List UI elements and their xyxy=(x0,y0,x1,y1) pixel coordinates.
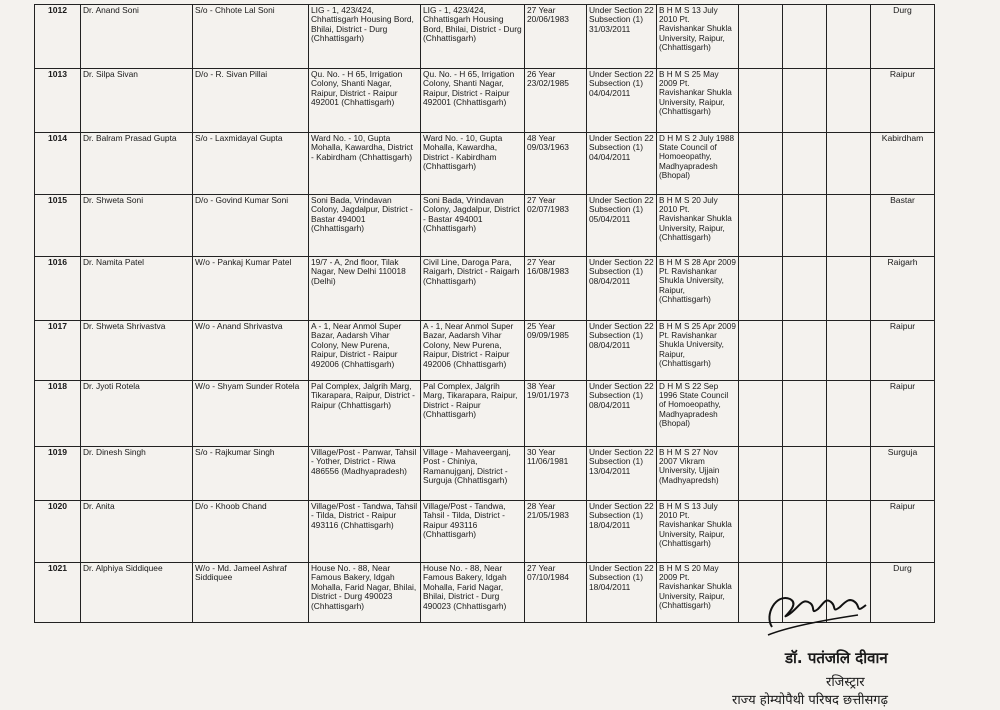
district: Raigarh xyxy=(871,257,935,321)
blank-cell xyxy=(783,195,827,257)
registration-number: 1016 xyxy=(35,257,81,321)
qualification: B H M S 13 July 2010 Pt. Ravishankar Shukla University, Raipur, (Chhattisgarh) xyxy=(657,5,739,69)
table-row xyxy=(35,257,935,321)
permanent-address: Village/Post - Tandwa, Tahsil - Tilda, District - Raipur 493116 (Chhattisgarh) xyxy=(421,501,525,563)
registration-section: Under Section 22 Subsection (1) 04/04/2011 xyxy=(587,69,657,133)
permanent-address: Village - Mahaveerganj, Post - Chiniya, Ramanujganj, District - Surguja (Chhattisgarh) xyxy=(421,447,525,501)
blank-cell xyxy=(739,69,783,133)
present-address: Soni Bada, Vrindavan Colony, Jagdalpur, District - Bastar 494001 (Chhattisgarh) xyxy=(309,195,421,257)
qualification: B H M S 28 Apr 2009 Pt. Ravishankar Shukla University, Raipur, (Chhattisgarh) xyxy=(657,257,739,321)
blank-cell xyxy=(739,501,783,563)
district: Raipur xyxy=(871,501,935,563)
permanent-address: Qu. No. - H 65, Irrigation Colony, Shanti Nagar, Raipur, District - Raipur 492001 (Chhattisgarh) xyxy=(421,69,525,133)
age-dob: 30 Year 11/06/1981 xyxy=(525,447,587,501)
permanent-address: Pal Complex, Jalgrih Marg, Tikarapara, Raipur, District - Raipur (Chhattisgarh) xyxy=(421,381,525,447)
relation: S/o - Chhote Lal Soni xyxy=(193,5,309,69)
blank-cell xyxy=(827,195,871,257)
permanent-address: LIG - 1, 423/424, Chhattisgarh Housing Bord, Bhilai, District - Durg (Chhattisgarh) xyxy=(421,5,525,69)
registration-section: Under Section 22 Subsection (1) 18/04/2011 xyxy=(587,501,657,563)
age-dob: 38 Year 19/01/1973 xyxy=(525,381,587,447)
blank-cell xyxy=(827,5,871,69)
relation: W/o - Anand Shrivastva xyxy=(193,321,309,381)
blank-cell xyxy=(827,381,871,447)
registrar-signature xyxy=(758,575,878,645)
blank-cell xyxy=(739,257,783,321)
relation: D/o - Khoob Chand xyxy=(193,501,309,563)
registration-number: 1012 xyxy=(35,5,81,69)
registration-section: Under Section 22 Subsection (1) 08/04/2011 xyxy=(587,257,657,321)
present-address: Pal Complex, Jalgrih Marg, Tikarapara, Raipur, District - Raipur (Chhattisgarh) xyxy=(309,381,421,447)
district: Raipur xyxy=(871,69,935,133)
present-address: LIG - 1, 423/424, Chhattisgarh Housing Bord, Bhilai, District - Durg (Chhattisgarh) xyxy=(309,5,421,69)
relation: W/o - Pankaj Kumar Patel xyxy=(193,257,309,321)
qualification: B H M S 13 July 2010 Pt. Ravishankar Shukla University, Raipur, (Chhattisgarh) xyxy=(657,501,739,563)
permanent-address: Ward No. - 10, Gupta Mohalla, Kawardha, District - Kabirdham (Chhattisgarh) xyxy=(421,133,525,195)
district: Surguja xyxy=(871,447,935,501)
registration-section: Under Section 22 Subsection (1) 04/04/2011 xyxy=(587,133,657,195)
registration-section: Under Section 22 Subsection (1) 18/04/2011 xyxy=(587,563,657,623)
age-dob: 27 Year 07/10/1984 xyxy=(525,563,587,623)
practitioner-name: Dr. Anand Soni xyxy=(81,5,193,69)
blank-cell xyxy=(827,321,871,381)
age-dob: 27 Year 02/07/1983 xyxy=(525,195,587,257)
registration-number: 1021 xyxy=(35,563,81,623)
table-row xyxy=(35,69,935,133)
blank-cell xyxy=(783,501,827,563)
registration-number: 1018 xyxy=(35,381,81,447)
blank-cell xyxy=(783,447,827,501)
table-row xyxy=(35,133,935,195)
practitioner-name: Dr. Dinesh Singh xyxy=(81,447,193,501)
registration-section: Under Section 22 Subsection (1) 31/03/2011 xyxy=(587,5,657,69)
permanent-address: Civil Line, Daroga Para, Raigarh, District - Raigarh (Chhattisgarh) xyxy=(421,257,525,321)
table-row xyxy=(35,195,935,257)
present-address: Qu. No. - H 65, Irrigation Colony, Shanti Nagar, Raipur, District - Raipur 492001 (Chhattisgarh) xyxy=(309,69,421,133)
qualification: D H M S 2 July 1988 State Council of Homoeopathy, Madhyapradesh (Bhopal) xyxy=(657,133,739,195)
present-address: House No. - 88, Near Famous Bakery, Idgah Mohalla, Farid Nagar, Bhilai, District - Durg 490023 (Chhattisgarh) xyxy=(309,563,421,623)
blank-cell xyxy=(739,447,783,501)
practitioner-name: Dr. Jyoti Rotela xyxy=(81,381,193,447)
registrar-title: रजिस्ट्रार xyxy=(826,675,865,690)
table-row xyxy=(35,321,935,381)
age-dob: 27 Year 16/08/1983 xyxy=(525,257,587,321)
practitioner-name: Dr. Shweta Shrivastva xyxy=(81,321,193,381)
permanent-address: A - 1, Near Anmol Super Bazar, Aadarsh Vihar Colony, New Purena, Raipur, District - Raipur 492006 (Chhattisgarh) xyxy=(421,321,525,381)
practitioner-name: Dr. Balram Prasad Gupta xyxy=(81,133,193,195)
age-dob: 27 Year 20/06/1983 xyxy=(525,5,587,69)
blank-cell xyxy=(739,321,783,381)
relation: D/o - Govind Kumar Soni xyxy=(193,195,309,257)
table-row xyxy=(35,381,935,447)
present-address: Village/Post - Panwar, Tahsil - Yother, District - Riwa 486556 (Madhyapradesh) xyxy=(309,447,421,501)
blank-cell xyxy=(827,257,871,321)
present-address: A - 1, Near Anmol Super Bazar, Aadarsh Vihar Colony, New Purena, Raipur, District - Raipur 492006 (Chhattisgarh) xyxy=(309,321,421,381)
blank-cell xyxy=(739,381,783,447)
blank-cell xyxy=(827,447,871,501)
relation: W/o - Shyam Sunder Rotela xyxy=(193,381,309,447)
relation: D/o - R. Sivan Pillai xyxy=(193,69,309,133)
practitioner-name: Dr. Silpa Sivan xyxy=(81,69,193,133)
registration-number: 1020 xyxy=(35,501,81,563)
blank-cell xyxy=(783,5,827,69)
blank-cell xyxy=(783,257,827,321)
registration-number: 1019 xyxy=(35,447,81,501)
qualification: B H M S 20 May 2009 Pt. Ravishankar Shukla University, Raipur, (Chhattisgarh) xyxy=(657,563,739,623)
registration-section: Under Section 22 Subsection (1) 05/04/2011 xyxy=(587,195,657,257)
qualification: D H M S 22 Sep 1996 State Council of Homoeopathy, Madhyapradesh (Bhopal) xyxy=(657,381,739,447)
blank-cell xyxy=(739,133,783,195)
blank-cell xyxy=(827,501,871,563)
table-row xyxy=(35,501,935,563)
permanent-address: House No. - 88, Near Famous Bakery, Idgah Mohalla, Farid Nagar, Bhilai, District - Durg 490023 (Chhattisgarh) xyxy=(421,563,525,623)
present-address: 19/7 - A, 2nd floor, Tilak Nagar, New Delhi 110018 (Delhi) xyxy=(309,257,421,321)
blank-cell xyxy=(827,133,871,195)
age-dob: 26 Year 23/02/1985 xyxy=(525,69,587,133)
age-dob: 28 Year 21/05/1983 xyxy=(525,501,587,563)
qualification: B H M S 20 July 2010 Pt. Ravishankar Shukla University, Raipur, (Chhattisgarh) xyxy=(657,195,739,257)
blank-cell xyxy=(827,69,871,133)
blank-cell xyxy=(739,195,783,257)
district: Durg xyxy=(871,5,935,69)
practitioner-name: Dr. Anita xyxy=(81,501,193,563)
registration-number: 1017 xyxy=(35,321,81,381)
blank-cell xyxy=(783,321,827,381)
relation: W/o - Md. Jameel Ashraf Siddiquee xyxy=(193,563,309,623)
present-address: Village/Post - Tandwa, Tahsil - Tilda, District - Raipur 493116 (Chhattisgarh) xyxy=(309,501,421,563)
registration-section: Under Section 22 Subsection (1) 08/04/2011 xyxy=(587,321,657,381)
district: Durg xyxy=(871,563,935,623)
qualification: B H M S 25 May 2009 Pt. Ravishankar Shukla University, Raipur, (Chhattisgarh) xyxy=(657,69,739,133)
district: Kabirdham xyxy=(871,133,935,195)
permanent-address: Soni Bada, Vrindavan Colony, Jagdalpur, District - Bastar 494001 (Chhattisgarh) xyxy=(421,195,525,257)
registration-section: Under Section 22 Subsection (1) 13/04/2011 xyxy=(587,447,657,501)
registration-number: 1013 xyxy=(35,69,81,133)
qualification: B H M S 25 Apr 2009 Pt. Ravishankar Shukla University, Raipur, (Chhattisgarh) xyxy=(657,321,739,381)
practitioner-name: Dr. Namita Patel xyxy=(81,257,193,321)
age-dob: 25 Year 09/09/1985 xyxy=(525,321,587,381)
district: Bastar xyxy=(871,195,935,257)
table-row xyxy=(35,5,935,69)
district: Raipur xyxy=(871,381,935,447)
registrar-name: डॉ. पतंजलि दीवान xyxy=(785,649,888,667)
council-name: राज्य होम्योपैथी परिषद छत्तीसगढ़ xyxy=(732,693,888,708)
present-address: Ward No. - 10, Gupta Mohalla, Kawardha, District - Kabirdham (Chhattisgarh) xyxy=(309,133,421,195)
table-body xyxy=(35,5,935,623)
blank-cell xyxy=(783,381,827,447)
relation: S/o - Rajkumar Singh xyxy=(193,447,309,501)
registration-number: 1015 xyxy=(35,195,81,257)
blank-cell xyxy=(783,133,827,195)
registration-number: 1014 xyxy=(35,133,81,195)
age-dob: 48 Year 09/03/1963 xyxy=(525,133,587,195)
table-row xyxy=(35,447,935,501)
blank-cell xyxy=(739,5,783,69)
practitioner-name: Dr. Alphiya Siddiquee xyxy=(81,563,193,623)
registration-section: Under Section 22 Subsection (1) 08/04/2011 xyxy=(587,381,657,447)
blank-cell xyxy=(783,69,827,133)
district: Raipur xyxy=(871,321,935,381)
relation: S/o - Laxmidayal Gupta xyxy=(193,133,309,195)
practitioner-name: Dr. Shweta Soni xyxy=(81,195,193,257)
registration-table xyxy=(34,4,935,623)
qualification: B H M S 27 Nov 2007 Vikram University, Ujjain (Madhyapredsh) xyxy=(657,447,739,501)
